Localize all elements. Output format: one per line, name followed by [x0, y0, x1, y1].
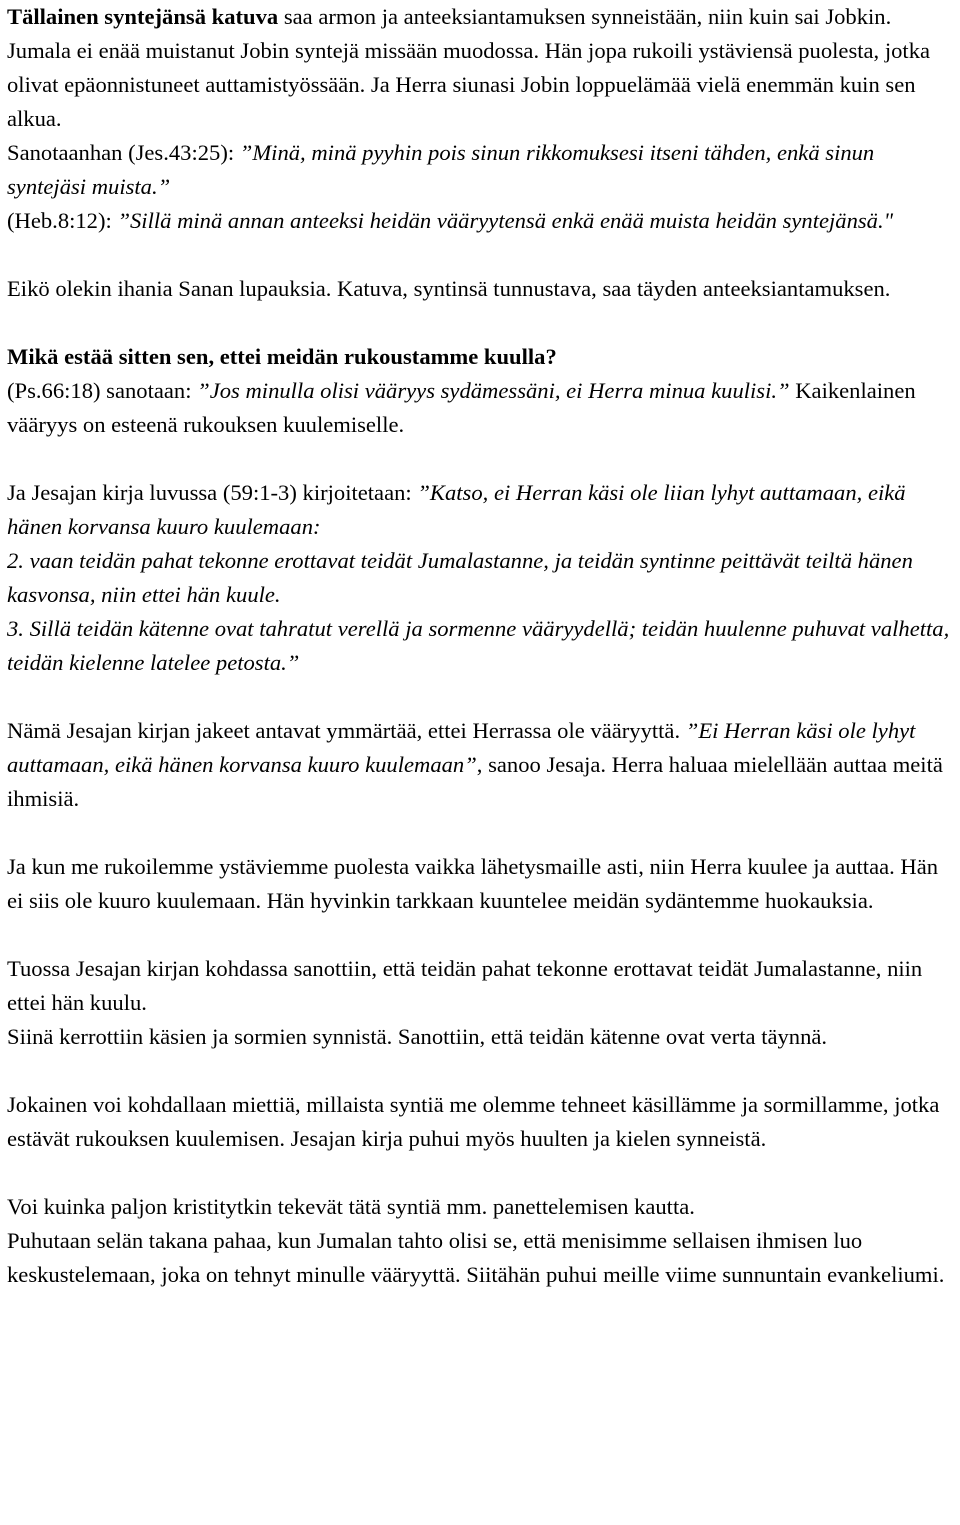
paragraph-isaiah-59 [7, 476, 953, 680]
paragraph-isaiah-commentary [7, 714, 953, 816]
paragraph-slander [7, 1190, 953, 1292]
section-heading: Mikä estää sitten sen, ettei meidän rukoustamme kuulla? [7, 344, 557, 369]
scripture-quote: ”Ei Herran käsi ole lyhyt auttamaan, eikä hänen korvansa kuuro kuulemaan” [7, 718, 916, 777]
paragraph-promises: Eikö olekin ihania Sanan lupauksia. Katuva, syntinsä tunnustava, saa täyden anteeksiantamuksen. [7, 276, 891, 301]
paragraph-text: saa armon ja anteeksiantamuksen synneistään, niin kuin sai Jobkin. Jumala ei enää muistanut Jobin syntejä missään muodossa. Hän jopa rukoili ystäviensä puolesta, jotka olivat epäonnistuneet auttamistyössään. Ja Herra siunasi Jobin loppuelämää vielä enemmän kuin sen alkua. [7, 4, 931, 131]
scripture-reference: (Ps.66:18) sanotaan: [7, 378, 198, 403]
paragraph-reflection: Jokainen voi kohdallaan miettiä, millaista syntiä me olemme tehneet käsillämme ja sormillamme, jotka estävät rukouksen kuulemisen. Jesajan kirja puhui myös huulten ja kielen synneistä. [7, 1092, 940, 1151]
paragraph-hindrance [7, 340, 953, 442]
scripture-quote-verse-1: ”Katso, ei Herran käsi ole liian lyhyt auttamaan, eikä hänen korvansa kuuro kuulemaan: [7, 480, 906, 539]
scripture-quote: ”Sillä minä annan anteeksi heidän vääryytensä enkä enää muista heidän syntejänsä." [117, 208, 894, 233]
scripture-reference: Sanotaanhan (Jes.43:25): [7, 140, 240, 165]
paragraph-line: Tuossa Jesajan kirjan kohdassa sanottiin, että teidän pahat tekonne erottavat teidät Jumalastanne, niin ettei hän kuulu. [7, 956, 923, 1015]
paragraph-line: Voi kuinka paljon kristitytkin tekevät tätä syntiä mm. panettelemisen kautta. [7, 1194, 695, 1219]
scripture-quote-hebrews-8 [7, 204, 953, 238]
paragraph-job-forgiveness [7, 0, 953, 136]
bold-lead-phrase: Tällainen syntejänsä katuva [7, 4, 279, 29]
paragraph-prayer-for-friends: Ja kun me rukoilemme ystäviemme puolesta vaikka lähetysmaille asti, niin Herra kuulee ja auttaa. Hän ei siis ole kuuro kuulemaan. Hän hyvinkin tarkkaan kuuntelee meidän sydäntemme huokauksia. [7, 854, 939, 913]
paragraph-line: Puhutaan selän takana pahaa, kun Jumalan tahto olisi se, että menisimme sellaisen ihmisen luo keskustelemaan, joka on tehnyt minulle vääryyttä. Siitähän puhui meille viime sunnuntain evankeliumi. [7, 1228, 945, 1287]
scripture-quote-isaiah-43 [7, 136, 953, 204]
scripture-quote: ”Jos minulla olisi vääryys sydämessäni, ei Herra minua kuulisi.” [197, 378, 790, 403]
scripture-quote: ”Minä, minä pyyhin pois sinun rikkomuksesi itseni tähden, enkä sinun syntejäsi muista.” [7, 140, 875, 199]
paragraph-text: Nämä Jesajan kirjan jakeet antavat ymmärtää, ettei Herrassa ole vääryyttä. [7, 718, 686, 743]
scripture-intro: Ja Jesajan kirja luvussa (59:1-3) kirjoitetaan: [7, 480, 418, 505]
paragraph-text: Kaikenlainen vääryys on esteenä rukouksen kuulemiselle. [7, 378, 916, 437]
scripture-quote-verse-2: 2. vaan teidän pahat tekonne erottavat teidät Jumalastanne, ja teidän syntinne peittävät teiltä hänen kasvonsa, niin ettei hän kuule. [7, 548, 913, 607]
paragraph-line: Siinä kerrottiin käsien ja sormien synnistä. Sanottiin, että teidän kätenne ovat verta täynnä. [7, 1024, 828, 1049]
scripture-quote-verse-3: 3. Sillä teidän kätenne ovat tahratut verellä ja sormenne vääryydellä; teidän huulenne puhuvat valhetta, teidän kielenne latelee petosta.” [7, 616, 950, 675]
scripture-reference: (Heb.8:12): [7, 208, 118, 233]
paragraph-hands-and-fingers [7, 952, 953, 1054]
paragraph-text: , sanoo Jesaja. Herra haluaa mielellään auttaa meitä ihmisiä. [7, 752, 943, 811]
